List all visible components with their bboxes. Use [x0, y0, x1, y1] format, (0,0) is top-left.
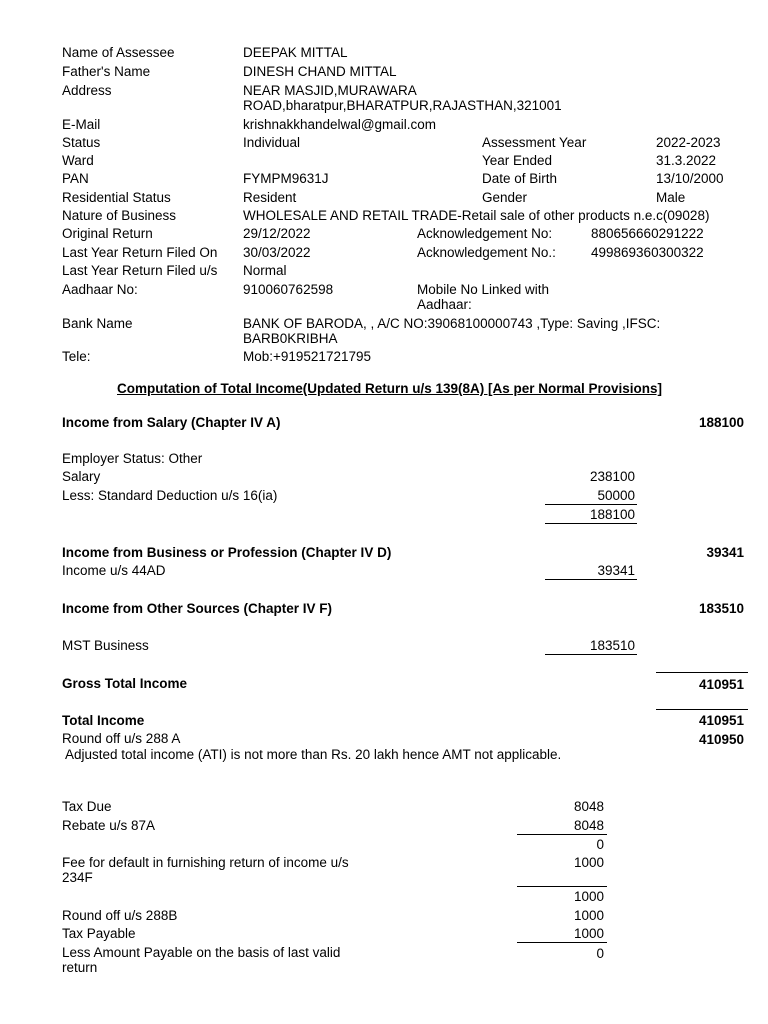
acknowledgement-label-1: Acknowledgement No:: [417, 226, 553, 241]
business-head-label: Income from Business or Profession (Chapter IV D): [62, 545, 392, 560]
salary-value: 238100: [589, 469, 635, 484]
gross-total-rule: [656, 672, 748, 673]
name-value: DEEPAK MITTAL: [243, 45, 348, 60]
acknowledgement-label-2: Acknowledgement No.:: [417, 245, 556, 260]
computation-title: Computation of Total Income(Updated Return u/s 139(8A) [As per Normal Provisions]: [117, 381, 663, 396]
income-44ad-label: Income u/s 44AD: [62, 563, 166, 578]
total-income-label: Total Income: [62, 713, 145, 728]
tax-payable-label: Tax Payable: [62, 926, 136, 941]
residential-status-value: Resident: [243, 190, 297, 205]
less-amount-line-1: Less Amount Payable on the basis of last valid: [62, 945, 341, 960]
gender-label: Gender: [482, 190, 528, 205]
last-year-return-label: Last Year Return Filed On: [62, 245, 218, 260]
assessment-year-label: Assessment Year: [482, 135, 587, 150]
total-income-rule: [656, 709, 748, 710]
assessment-year-value: 2022-2023: [656, 135, 721, 150]
email-value: krishnakkhandelwal@gmail.com: [243, 117, 437, 132]
fee-234f-line-2: 234F: [62, 870, 93, 885]
mobile-linked-line-1: Mobile No Linked with: [417, 282, 550, 297]
fee-234f-value: 1000: [573, 855, 604, 870]
nature-of-business-label: Nature of Business: [62, 208, 177, 223]
salary-head-label: Income from Salary (Chapter IV A): [62, 415, 281, 430]
tele-value: Mob:+919521721795: [243, 349, 371, 364]
gross-total-income-value: 410951: [698, 677, 744, 692]
year-ended-value: 31.3.2022: [656, 153, 717, 168]
year-ended-label: Year Ended: [482, 153, 553, 168]
address-line-2: ROAD,bharatpur,BHARATPUR,RAJASTHAN,321001: [243, 98, 562, 113]
after-rebate-value: 0: [596, 837, 604, 852]
acknowledgement-value-2: 499869360300322: [591, 245, 704, 260]
last-year-return-us-label: Last Year Return Filed u/s: [62, 263, 218, 278]
round-off-288a-value: 410950: [698, 732, 744, 747]
address-label: Address: [62, 83, 112, 98]
tele-label: Tele:: [62, 349, 91, 364]
status-label: Status: [62, 135, 101, 150]
tax-due-label: Tax Due: [62, 799, 112, 814]
pan-label: PAN: [62, 171, 89, 186]
father-name-value: DINESH CHAND MITTAL: [243, 64, 397, 79]
aadhaar-label: Aadhaar No:: [62, 282, 138, 297]
original-return-value: 29/12/2022: [243, 226, 311, 241]
gender-value: Male: [656, 190, 686, 205]
mobile-linked-line-2: Aadhaar:: [417, 297, 472, 312]
business-head-total: 39341: [706, 545, 744, 560]
bank-line-2: BARB0KRIBHA: [243, 331, 338, 346]
nature-of-business-value: WHOLESALE AND RETAIL TRADE-Retail sale of other products n.e.c(09028): [243, 208, 710, 223]
fee-subtotal-rule: [517, 886, 607, 887]
fee-subtotal-value: 1000: [573, 889, 604, 904]
bank-name-label: Bank Name: [62, 316, 133, 331]
less-amount-value: 0: [596, 946, 604, 961]
standard-deduction-value: 50000: [545, 488, 637, 505]
last-year-return-us-value: Normal: [243, 263, 287, 278]
status-value: Individual: [243, 135, 301, 150]
round-off-288b-label: Round off u/s 288B: [62, 908, 178, 923]
salary-label: Salary: [62, 469, 101, 484]
ward-label: Ward: [62, 153, 94, 168]
residential-status-label: Residential Status: [62, 190, 171, 205]
amt-note: Adjusted total income (ATI) is not more than Rs. 20 lakh hence AMT not applicable.: [62, 747, 562, 762]
pan-value: FYMPM9631J: [243, 171, 329, 186]
mst-business-label: MST Business: [62, 638, 149, 653]
name-label: Name of Assessee: [62, 45, 175, 60]
tax-payable-value: 1000: [517, 926, 607, 943]
salary-net-value: 188100: [545, 507, 637, 524]
email-label: E-Mail: [62, 117, 101, 132]
mst-business-value: 183510: [545, 638, 637, 655]
standard-deduction-label: Less: Standard Deduction u/s 16(ia): [62, 488, 278, 503]
salary-head-total: 188100: [698, 415, 744, 430]
total-income-value: 410951: [698, 713, 744, 728]
employer-status: Employer Status: Other: [62, 451, 203, 466]
rebate-87a-value: 8048: [517, 818, 607, 835]
round-off-288b-value: 1000: [573, 908, 604, 923]
bank-line-1: BANK OF BARODA, , A/C NO:39068100000743 ,Type: Saving ,IFSC:: [243, 316, 661, 331]
father-name-label: Father's Name: [62, 64, 151, 79]
original-return-label: Original Return: [62, 226, 153, 241]
dob-label: Date of Birth: [482, 171, 558, 186]
other-sources-head-total: 183510: [698, 601, 744, 616]
aadhaar-value: 910060762598: [243, 282, 334, 297]
round-off-288a-label: Round off u/s 288 A: [62, 731, 181, 746]
last-year-return-value: 30/03/2022: [243, 245, 311, 260]
less-amount-line-2: return: [62, 960, 98, 975]
fee-234f-line-1: Fee for default in furnishing return of income u/s: [62, 855, 349, 870]
other-sources-head-label: Income from Other Sources (Chapter IV F): [62, 601, 333, 616]
income-44ad-value: 39341: [545, 563, 637, 580]
tax-due-value: 8048: [573, 799, 604, 814]
acknowledgement-value-1: 880656660291222: [591, 226, 704, 241]
gross-total-income-label: Gross Total Income: [62, 676, 188, 691]
dob-value: 13/10/2000: [656, 171, 724, 186]
address-line-1: NEAR MASJID,MURAWARA: [243, 83, 417, 98]
rebate-87a-label: Rebate u/s 87A: [62, 818, 156, 833]
